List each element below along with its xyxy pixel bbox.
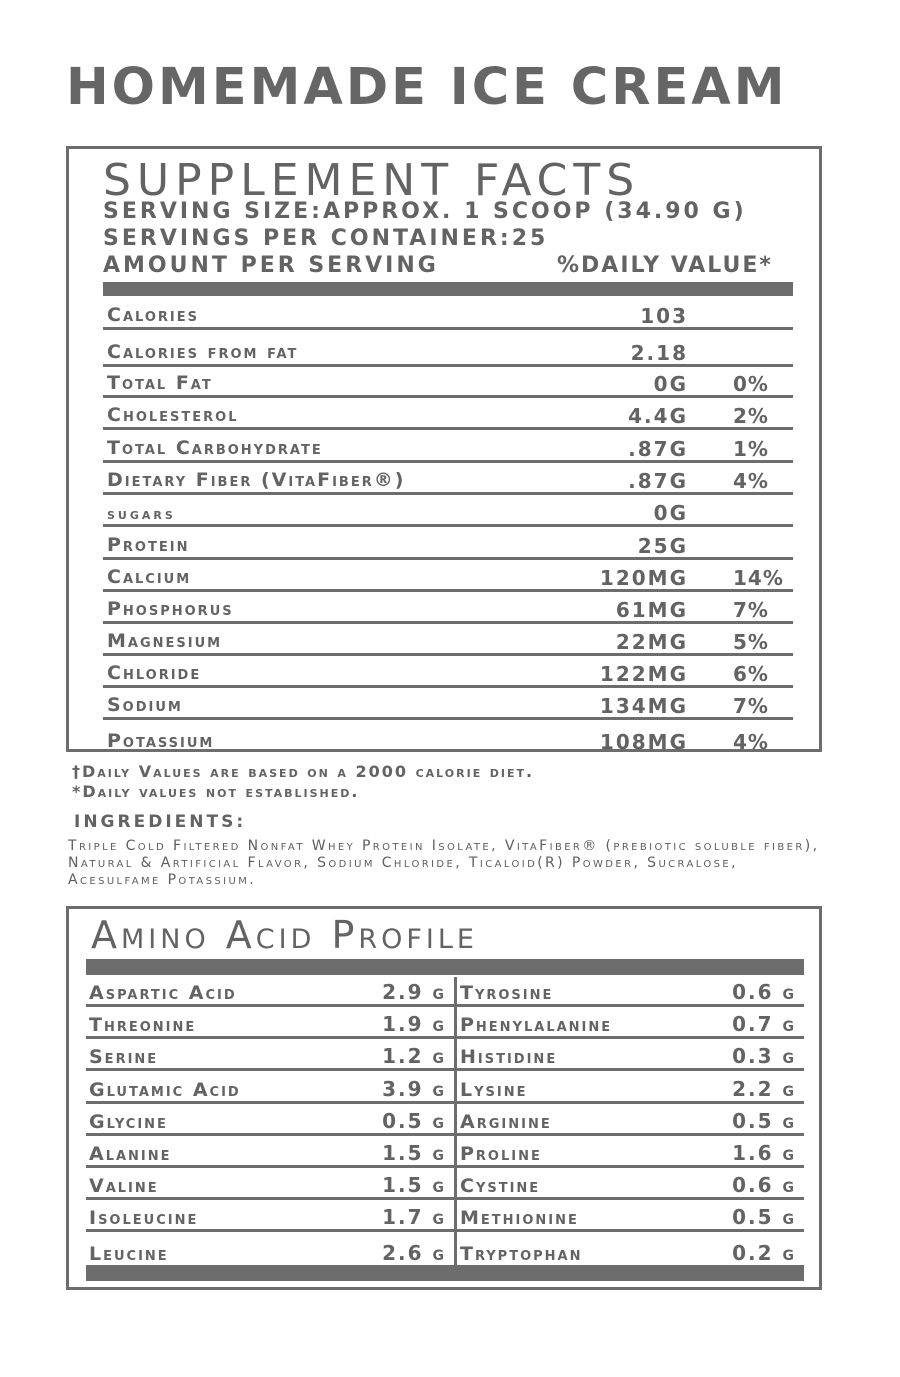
amino-acid-name: Histidine	[460, 1046, 558, 1069]
nutrient-amount: 61MG	[615, 598, 688, 622]
nutrient-daily-value: 4%	[733, 469, 769, 493]
nutrient-row	[103, 296, 793, 330]
nutrient-row	[103, 430, 793, 463]
nutrient-row	[103, 720, 793, 753]
amino-acid-row	[457, 975, 804, 1007]
nutrient-name: Phosphorus	[107, 598, 234, 620]
footnote-not-established: *Daily values not established.	[72, 782, 360, 801]
amino-top-bar	[86, 959, 804, 975]
amino-acid-row	[86, 1200, 454, 1232]
amino-acid-value: 3.9 g	[382, 1076, 446, 1101]
amino-acid-value: 0.6 g	[732, 1173, 796, 1198]
amino-acid-row	[457, 1007, 804, 1039]
amino-acid-name: Lysine	[460, 1078, 528, 1101]
amino-acid-name: Alanine	[89, 1143, 172, 1165]
amino-acid-name: Proline	[460, 1143, 542, 1165]
amino-acid-value: 1.9 g	[382, 1012, 446, 1037]
nutrient-name: Cholesterol	[107, 404, 239, 426]
amino-acid-name: Aspartic Acid	[89, 982, 237, 1004]
amino-acid-name: Isoleucine	[89, 1207, 199, 1230]
amino-acid-value: 2.2 g	[732, 1076, 796, 1101]
supplement-facts-panel	[66, 146, 822, 752]
amino-acid-row	[86, 1072, 454, 1104]
nutrient-name: Calories from fat	[107, 341, 299, 363]
product-title: HOMEMADE ICE CREAM	[66, 58, 788, 117]
nutrient-daily-value: 14%	[733, 566, 784, 590]
amino-acid-name: Methionine	[460, 1207, 579, 1230]
amino-acid-value: 0.7 g	[732, 1012, 796, 1037]
footnotes	[72, 762, 534, 802]
nutrient-amount: 120MG	[599, 566, 688, 590]
nutrient-row	[103, 330, 793, 367]
amino-acid-row	[86, 1104, 454, 1136]
amino-acid-row	[86, 1007, 454, 1039]
ingredients-text: Triple Cold Filtered Nonfat Whey Protein Isolate, VitaFiber® (prebiotic soluble fiber), Natural & Artificial Flavor, Sodium Chloride, Ticaloid(R) Powder, Sucralose, Acesulfame Potassium.	[68, 838, 820, 888]
amino-acid-heading: Amino Acid Profile	[91, 913, 478, 957]
supplement-facts-heading: SUPPLEMENT FACTS	[103, 155, 641, 206]
nutrient-name: Total Fat	[107, 372, 213, 394]
amino-acid-name: Threonine	[89, 1014, 197, 1037]
nutrient-row	[103, 688, 793, 720]
amino-acid-value: 1.5 g	[382, 1173, 446, 1198]
amino-acid-row	[86, 1039, 454, 1071]
nutrient-name: Magnesium	[107, 630, 223, 652]
amino-acid-name: Phenylalanine	[460, 1014, 613, 1037]
amino-acid-row	[457, 1072, 804, 1104]
amino-acid-name: Leucine	[89, 1242, 169, 1265]
nutrient-name: Protein	[107, 534, 190, 556]
amino-acid-value: 0.5 g	[382, 1108, 446, 1133]
amino-acid-value: 0.2 g	[732, 1240, 796, 1265]
amino-acid-row	[86, 1233, 454, 1265]
nutrient-name: Potassium	[107, 730, 215, 752]
nutrient-name: sugars	[107, 504, 176, 523]
footnote-daily-values: †Daily Values are based on a 2000 calorie diet.	[72, 762, 535, 781]
nutrient-row	[103, 367, 793, 398]
nutrient-name: Calories	[107, 304, 199, 326]
amino-acid-value: 1.2 g	[382, 1044, 446, 1069]
nutrient-row	[103, 656, 793, 688]
amino-acid-value: 0.6 g	[732, 980, 796, 1004]
nutrient-daily-value: 2%	[733, 404, 769, 428]
amino-acid-name: Glycine	[89, 1110, 168, 1133]
nutrient-amount: 103	[640, 304, 688, 328]
nutrient-row	[103, 624, 793, 656]
amino-acid-row	[86, 1168, 454, 1200]
amino-acid-row	[457, 1233, 804, 1265]
amino-acid-name: Serine	[89, 1046, 159, 1069]
amino-acid-name: Tyrosine	[460, 982, 554, 1004]
amount-per-serving: AMOUNT PER SERVING	[103, 253, 439, 278]
amino-acid-value: 0.5 g	[732, 1108, 796, 1133]
nutrient-amount: 2.18	[630, 341, 688, 365]
amino-acid-name: Glutamic Acid	[89, 1078, 241, 1101]
ingredients-label: INGREDIENTS:	[74, 812, 247, 832]
amino-acid-row	[86, 1136, 454, 1168]
amino-acid-value: 1.6 g	[732, 1141, 796, 1165]
nutrient-amount: 22MG	[615, 630, 688, 654]
serving-size: SERVING SIZE:APPROX. 1 SCOOP (34.90 G)	[103, 199, 747, 224]
nutrient-daily-value: 7%	[733, 694, 769, 718]
amino-acid-row	[457, 1104, 804, 1136]
amino-acid-value: 0.3 g	[732, 1044, 796, 1069]
nutrient-name: Total Carbohydrate	[107, 437, 323, 459]
nutrient-daily-value: 0%	[733, 372, 769, 396]
servings-per-container: SERVINGS PER CONTAINER:25	[103, 226, 549, 251]
nutrient-amount: 25G	[637, 534, 688, 558]
nutrient-daily-value: 1%	[733, 437, 769, 461]
nutrient-row	[103, 592, 793, 624]
amino-acid-row	[457, 1200, 804, 1232]
amino-acid-name: Cystine	[460, 1175, 541, 1198]
header-thick-bar	[103, 282, 793, 296]
amino-acid-value: 2.9 g	[382, 980, 446, 1004]
nutrient-row	[103, 398, 793, 430]
nutrient-row	[103, 495, 793, 527]
amino-acid-name: Arginine	[460, 1110, 552, 1133]
amino-acid-value: 0.5 g	[732, 1205, 796, 1230]
amino-acid-name: Valine	[89, 1175, 159, 1198]
nutrient-amount: 4.4G	[628, 404, 688, 428]
daily-value-header: %DAILY VALUE*	[557, 253, 773, 278]
amino-acid-row	[86, 975, 454, 1007]
nutrient-amount: 0G	[653, 501, 688, 525]
nutrient-name: Chloride	[107, 662, 202, 684]
nutrient-name: Calcium	[107, 566, 192, 588]
nutrient-amount: 122MG	[599, 662, 688, 686]
amino-acid-row	[457, 1039, 804, 1071]
nutrient-name: Dietary Fiber (VitaFiber®)	[107, 469, 406, 491]
amino-acid-row	[457, 1136, 804, 1168]
amino-acid-value: 2.6 g	[382, 1240, 446, 1265]
nutrient-row	[103, 560, 793, 592]
nutrient-daily-value: 7%	[733, 598, 769, 622]
nutrient-name: Sodium	[107, 694, 183, 716]
nutrient-amount: 108MG	[599, 730, 688, 754]
amino-bottom-bar	[86, 1265, 804, 1281]
nutrient-amount: .87G	[628, 469, 688, 493]
amino-acid-panel	[66, 906, 822, 1290]
amino-acid-value: 1.5 g	[382, 1141, 446, 1165]
nutrient-daily-value: 6%	[733, 662, 769, 686]
amino-acid-row	[457, 1168, 804, 1200]
nutrient-amount: .87G	[628, 437, 688, 461]
nutrient-row	[103, 527, 793, 560]
nutrient-amount: 134MG	[599, 694, 688, 718]
nutrient-daily-value: 4%	[733, 730, 769, 754]
amino-acid-value: 1.7 g	[382, 1205, 446, 1230]
nutrient-amount: 0G	[653, 372, 688, 396]
nutrient-row	[103, 463, 793, 495]
nutrient-daily-value: 5%	[733, 630, 769, 654]
amino-acid-name: Tryptophan	[460, 1242, 583, 1265]
